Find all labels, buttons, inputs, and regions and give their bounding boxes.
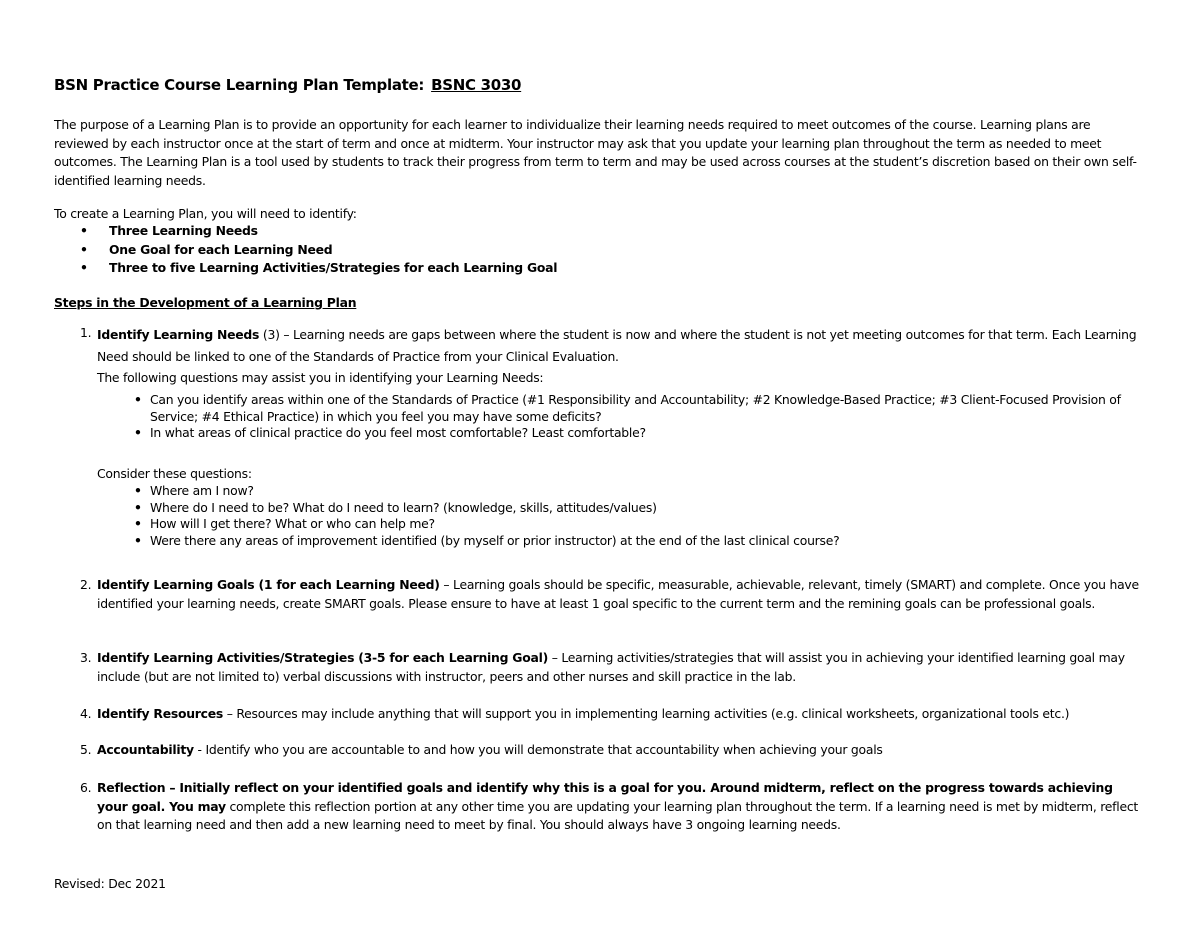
- step-number: 1.: [80, 325, 92, 340]
- step-6: [80, 779, 1140, 835]
- step-text: – Learning goals should be specific, measurable, achievable, relevant, timely (SMART) and complete. Once you have identified your learning needs, create SMART goals. Please ensure to have at least 1 goal specific to the current term and the remining goals can be professional goals.: [97, 577, 1139, 611]
- list-item: • Three to five Learning Activities/Strategies for each Learning Goal: [80, 259, 557, 278]
- step-3: [80, 649, 1140, 686]
- step-heading: Identify Learning Needs: [97, 327, 260, 342]
- steps-heading: Steps in the Development of a Learning Plan: [54, 295, 357, 310]
- list-item: • Where am I now?: [133, 483, 1123, 500]
- step-heading: Identify Learning Activities/Strategies (3-5 for each Learning Goal): [97, 650, 548, 665]
- step-text: – Learning activities/strategies that will assist you in achieving your identified learning goal may include (but are not limited to) verbal discussions with instructor, peers and other nurses and skill practice in the lab.: [97, 650, 1125, 684]
- title-text: BSN Practice Course Learning Plan Template:: [54, 76, 425, 94]
- list-item: • How will I get there? What or who can help me?: [133, 516, 1123, 533]
- consider-questions-lead: Consider these questions:: [97, 466, 252, 481]
- step-text: (3) – Learning needs are gaps between where the student is now and where the student is not yet meeting outcomes for that term. Each Learning Need should be linked to one of the Standards of Practice from your Clinical Evaluation.: [97, 327, 1137, 364]
- step-number: 4.: [80, 706, 92, 721]
- step-heading: Accountability: [97, 742, 194, 757]
- needs-questions-list: [133, 392, 1123, 442]
- step-heading: Identify Resources: [97, 706, 224, 721]
- create-lead: To create a Learning Plan, you will need to identify:: [54, 206, 357, 221]
- revision-date: Revised: Dec 2021: [54, 876, 166, 891]
- step-text: – Resources may include anything that will support you in implementing learning activities (e.g. clinical worksheets, organizational tools etc.): [223, 706, 1070, 721]
- consider-questions-list: [133, 483, 1123, 549]
- list-item: • Can you identify areas within one of the Standards of Practice (#1 Responsibility and Accountability; #2 Knowledge-Based Practice; #3 Client-Focused Provision of Service; #4 Ethical Practice) in which you feel you may have some deficits?: [133, 392, 1123, 425]
- step-2: [80, 576, 1140, 613]
- step-4: [80, 705, 1140, 724]
- step-number: 6.: [80, 780, 92, 795]
- course-code: BSNC 3030: [431, 76, 522, 94]
- step-number: 5.: [80, 742, 92, 757]
- list-item: • Were there any areas of improvement identified (by myself or prior instructor) at the end of the last clinical course?: [133, 533, 1123, 550]
- intro-paragraph: The purpose of a Learning Plan is to provide an opportunity for each learner to individualize their learning needs required to meet outcomes of the course. Learning plans are reviewed by each instructor once at the start of term and once at midterm. Your instructor may ask that you update your learning plan throughout the term as needed to meet outcomes. The Learning Plan is a tool used by students to track their progress from term to term and may be used across courses at the student’s discretion based on their own self-identified learning needs.: [54, 117, 1137, 188]
- step-number: 2.: [80, 577, 92, 592]
- step-text: - Identify who you are accountable to and how you will demonstrate that accountability when achieving your goals: [193, 742, 883, 757]
- step-1: [80, 324, 1140, 368]
- needs-questions-lead: The following questions may assist you in identifying your Learning Needs:: [97, 370, 544, 385]
- list-item: • Three Learning Needs: [80, 222, 557, 241]
- list-item: • Where do I need to be? What do I need to learn? (knowledge, skills, attitudes/values): [133, 500, 1123, 517]
- step-text: complete this reflection portion at any other time you are updating your learning plan throughout the term. If a learning need is met by midterm, reflect on that learning need and then add a new learning need to meet by final. You should always have 3 ongoing learning needs.: [97, 798, 1139, 832]
- step-heading: Identify Learning Goals (1 for each Learning Need): [97, 577, 440, 592]
- requirements-list: [80, 222, 557, 278]
- step-number: 3.: [80, 650, 92, 665]
- step-5: [80, 741, 1140, 760]
- page-title: [54, 76, 521, 94]
- step-heading: Reflection – Initially reflect on your identified goals and identify why this is a goal for you. Around midterm, reflect on the progress towards achieving your goal. You may: [97, 780, 1113, 814]
- list-item: • In what areas of clinical practice do you feel most comfortable? Least comfortable?: [133, 425, 1123, 442]
- list-item: • One Goal for each Learning Need: [80, 241, 557, 260]
